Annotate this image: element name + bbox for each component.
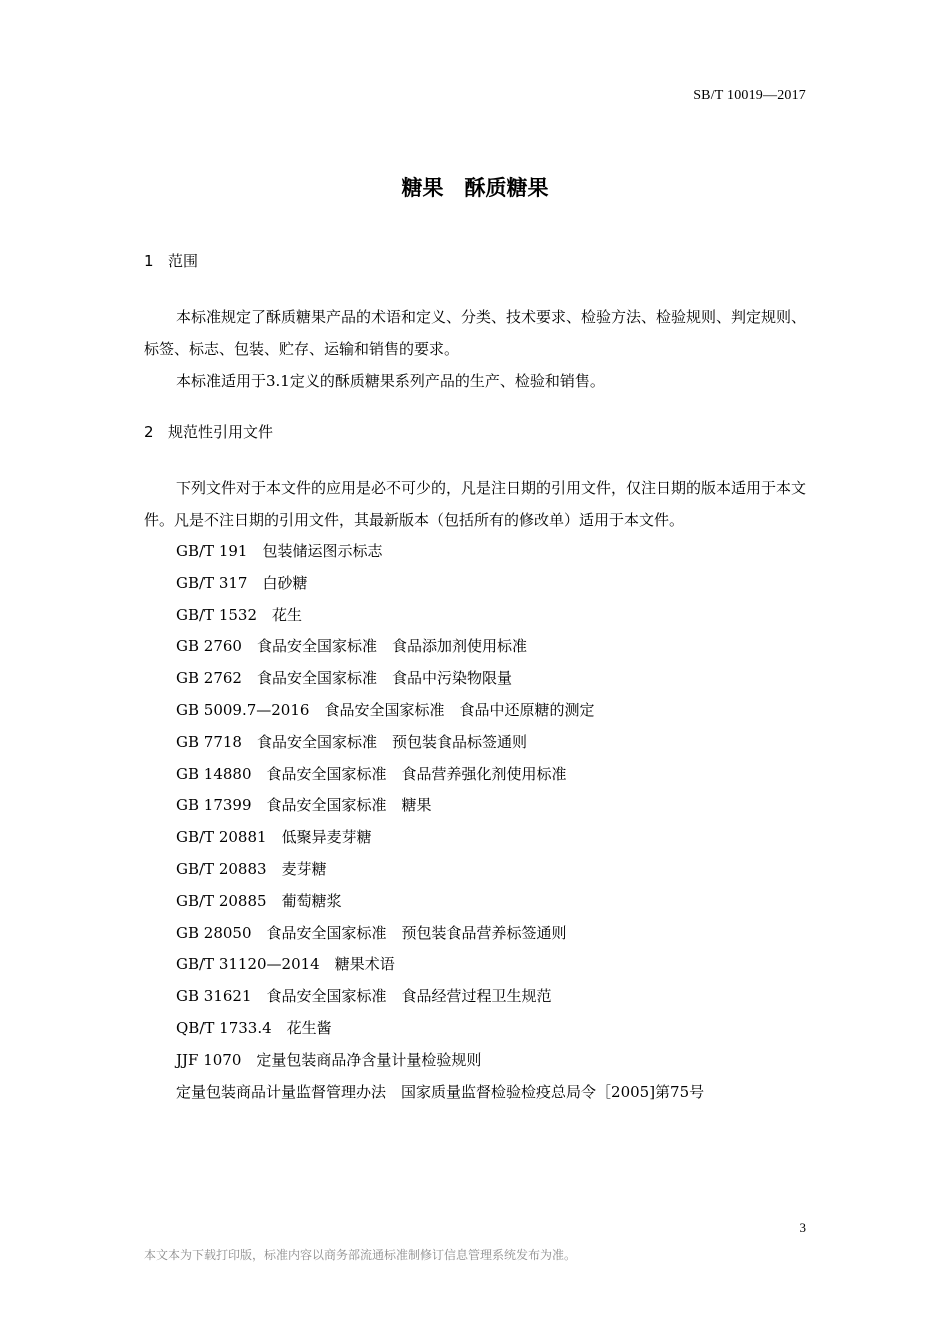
reference-item xyxy=(176,822,704,854)
reference-title: 食品安全国家标准 预包装食品营养标签通则 xyxy=(266,923,567,942)
reference-item xyxy=(176,663,704,695)
reference-title: 食品安全国家标准 糖果 xyxy=(266,796,432,815)
reference-code: GB 2762 xyxy=(176,669,242,688)
reference-code: GB/T 317 xyxy=(176,573,248,592)
reference-title: 花生 xyxy=(272,605,303,624)
reference-item xyxy=(176,918,704,950)
reference-title: 包装储运图示标志 xyxy=(262,542,383,560)
reference-title: 低聚异麦芽糖 xyxy=(281,828,372,847)
document-title: 糖果 酥质糖果 xyxy=(401,176,549,200)
reference-code: GB 2760 xyxy=(176,637,242,656)
section-2-paragraph-1: 下列文件对于本文件的应用是必不可少的，凡是注日期的引用文件，仅注日期的版本适用于本文件。凡是不注日期的引用文件，其最新版本（包括所有的修改单）适用于本文件。 xyxy=(144,479,807,529)
page-number: 3 xyxy=(799,1220,806,1235)
reference-item xyxy=(176,981,704,1013)
reference-title: 国家质量监督检验检疫总局令［2005]第75号 xyxy=(401,1082,705,1101)
reference-item xyxy=(176,695,704,727)
reference-item xyxy=(176,1013,704,1045)
reference-code: 定量包装商品计量监督管理办法 xyxy=(176,1082,387,1101)
section-2-title: 规范性引用文件 xyxy=(168,423,274,441)
reference-title: 定量包装商品净含量计量检验规则 xyxy=(256,1050,482,1069)
reference-title: 食品安全国家标准 预包装食品标签通则 xyxy=(256,732,527,751)
reference-title: 糖果术语 xyxy=(334,955,395,974)
reference-code: GB/T 191 xyxy=(176,542,248,560)
reference-item xyxy=(176,600,704,632)
reference-item xyxy=(176,949,704,981)
reference-title: 食品安全国家标准 食品营养强化剂使用标准 xyxy=(266,764,567,783)
section-1-paragraph-1: 本标准规定了酥质糖果产品的术语和定义、分类、技术要求、检验方法、检验规则、判定规则、标签、标志、包装、贮存、运输和销售的要求。 xyxy=(144,308,807,358)
section-1-number: 1 xyxy=(144,252,154,270)
reference-code: GB/T 20885 xyxy=(176,891,267,910)
standard-code: SB/T 10019—2017 xyxy=(693,88,806,103)
reference-code: GB 5009.7—2016 xyxy=(176,700,310,719)
reference-item xyxy=(176,631,704,663)
reference-item xyxy=(176,759,704,791)
reference-title: 食品安全国家标准 食品中污染物限量 xyxy=(256,669,512,688)
reference-code: GB 7718 xyxy=(176,732,242,751)
reference-item xyxy=(176,790,704,822)
reference-item xyxy=(176,536,704,568)
reference-code: GB/T 31120—2014 xyxy=(176,955,320,974)
reference-code: GB 14880 xyxy=(176,764,252,783)
section-1-heading xyxy=(144,250,198,271)
section-1-title: 范围 xyxy=(168,252,199,270)
reference-code: GB 17399 xyxy=(176,796,252,815)
reference-title: 食品安全国家标准 食品添加剂使用标准 xyxy=(256,637,527,656)
reference-code: GB 28050 xyxy=(176,923,252,942)
reference-title: 食品安全国家标准 食品经营过程卫生规范 xyxy=(266,987,552,1006)
reference-title: 白砂糖 xyxy=(262,573,308,592)
reference-item xyxy=(176,1077,704,1109)
reference-title: 花生酱 xyxy=(286,1018,332,1037)
reference-item xyxy=(176,568,704,600)
reference-code: GB/T 20883 xyxy=(176,859,267,878)
reference-title: 葡萄糖浆 xyxy=(281,891,342,910)
reference-title: 麦芽糖 xyxy=(281,859,327,878)
reference-code: GB 31621 xyxy=(176,987,252,1006)
reference-code: QB/T 1733.4 xyxy=(176,1018,272,1037)
reference-item xyxy=(176,854,704,886)
reference-code: GB/T 1532 xyxy=(176,605,258,624)
section-2-heading xyxy=(144,421,273,442)
normative-references-list xyxy=(176,536,704,1108)
reference-item xyxy=(176,1045,704,1077)
section-1-paragraph-2: 本标准适用于3.1定义的酥质糖果系列产品的生产、检验和销售。 xyxy=(176,372,605,390)
reference-code: GB/T 20881 xyxy=(176,828,267,847)
reference-code: JJF 1070 xyxy=(176,1050,242,1069)
reference-item xyxy=(176,886,704,918)
reference-title: 食品安全国家标准 食品中还原糖的测定 xyxy=(324,700,595,719)
footer-disclaimer: 本文本为下载打印版，标准内容以商务部流通标准制修订信息管理系统发布为准。 xyxy=(144,1248,577,1262)
section-2-number: 2 xyxy=(144,423,154,441)
reference-item xyxy=(176,727,704,759)
